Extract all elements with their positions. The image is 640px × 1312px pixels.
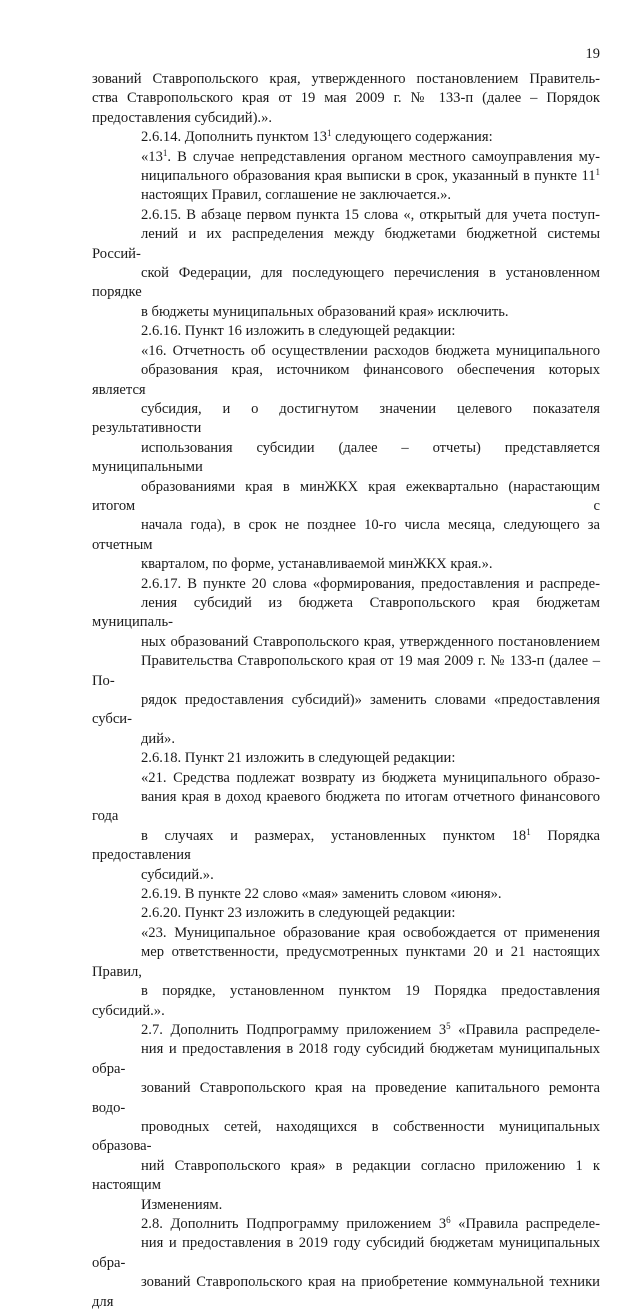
text-line: 2.6.19. В пункте 22 слово «мая» заменить словом «июня». (141, 886, 502, 903)
text-line: проводных сетей, находящихся в собственности муниципальных образова- (92, 1118, 600, 1155)
paragraph-p11 (92, 924, 600, 1021)
text-line: 2.6.20. Пункт 23 изложить в следующей редакции: (141, 905, 456, 922)
text-line: ства Ставропольского края от 19 мая 2009 г. № 133-п (далее – Порядок (92, 90, 600, 107)
text-line: предоставления субсидий).». (92, 109, 273, 126)
paragraph-p5 (92, 342, 600, 575)
text-line: Правительства Ставропольского края от 19 мая 2009 г. № 133-п (далее – По- (92, 653, 600, 689)
text-line: в случаях и размерах, установленных пунктом $18^1$ Порядка предоставления (92, 826, 600, 864)
text-line: ний Ставропольского края» в редакции согласно приложению 1 к настоящим (92, 1157, 600, 1194)
text-line: ния и предоставления в 2018 году субсидий бюджетам муниципальных обра- (92, 1041, 600, 1077)
text-line: 2.6.15. В абзаце первом пункта 15 слова «, открытый для учета поступ- (141, 206, 600, 223)
paragraph-p10 (92, 904, 600, 923)
text-line: вания края в доход краевого бюджета по итогам отчетного финансового года (92, 789, 600, 825)
paragraph-p3 (92, 206, 600, 322)
text-line: «23. Муниципальное образование края освобождается от применения (141, 924, 600, 941)
text-line: дий». (141, 730, 175, 747)
text-line: субсидия, и о достигнутом значении целевого показателя результативности (92, 400, 600, 437)
text-line: зований Ставропольского края на приобретение коммунальной техники для (92, 1274, 600, 1310)
text-line: ниципального образования края выписки в срок, указанный в пункте $11^1$ (141, 167, 600, 185)
text-line: ления субсидий из бюджета Ставропольского края бюджетам муниципаль- (92, 594, 600, 631)
text-line: «21. Средства подлежат возврату из бюджета муниципального образо- (141, 769, 600, 786)
text-line: в бюджеты муниципальных образований края» исключить. (141, 303, 509, 320)
text-line: 2.6.14. Дополнить пунктом $13^1$ следующего содержания: (141, 128, 493, 146)
text-line: образования края, источником финансового обеспечения которых является (92, 362, 600, 398)
text-line: кварталом, по форме, устанавливаемой минЖКХ края.». (141, 556, 493, 573)
paragraph-p13 (92, 1215, 600, 1312)
text-line: рядок предоставления субсидий)» заменить словами «предоставления субси- (92, 692, 600, 728)
text-line: мер ответственности, предусмотренных пунктами 20 и 21 настоящих Правил, (92, 944, 600, 980)
paragraph-p2 (92, 148, 600, 206)
text-line: Изменениям. (141, 1196, 223, 1213)
paragraph-p0 (92, 70, 600, 128)
paragraph-p7 (92, 749, 600, 768)
text-line: ской Федерации, для последующего перечисления в установленном порядке (92, 265, 600, 301)
text-line: 2.8. Дополнить Подпрограмму приложением $3^6$ «Правила распределе- (141, 1214, 600, 1232)
text-line: 2.6.18. Пункт 21 изложить в следующей редакции: (141, 750, 456, 767)
text-line: лений и их распределения между бюджетами бюджетной системы Россий- (92, 226, 600, 262)
paragraph-p12 (92, 1021, 600, 1215)
text-line: субсидий.». (141, 866, 214, 883)
document-body (92, 70, 600, 1312)
paragraph-p4 (92, 322, 600, 341)
text-line: 2.6.17. В пункте 20 слова «формирования, предоставления и распреде- (141, 575, 600, 592)
text-line: «$13^1$. В случае непредставления органом местного самоуправления му- (141, 147, 600, 165)
text-line: ных образований Ставропольского края, утвержденного постановлением (141, 633, 600, 650)
text-line: 2.7. Дополнить Подпрограмму приложением $3^5$ «Правила распределе- (141, 1020, 600, 1038)
text-line: образованиями края в минЖКХ края ежеквартально (нарастающим итогом с (92, 478, 600, 514)
text-line: начала года), в срок не позднее 10-го числа месяца, следующего за отчетным (92, 517, 600, 553)
text-line: зований Ставропольского края, утвержденного постановлением Правитель- (92, 71, 600, 87)
text-line: в порядке, установленном пунктом 19 Порядка предоставления субсидий.». (92, 983, 600, 1019)
paragraph-p6 (92, 575, 600, 750)
text-line: ния и предоставления в 2019 году субсидий бюджетам муниципальных обра- (92, 1235, 600, 1271)
paragraph-p9 (92, 885, 600, 904)
paragraph-p1 (92, 128, 600, 147)
text-line: зований Ставропольского края на проведение капитального ремонта водо- (92, 1080, 600, 1116)
text-line: 2.6.16. Пункт 16 изложить в следующей редакции: (141, 323, 456, 340)
page-number: 19 (585, 46, 600, 62)
paragraph-p8 (92, 769, 600, 885)
text-line: использования субсидии (далее – отчеты) представляется муниципальными (92, 439, 600, 476)
text-line: настоящих Правил, соглашение не заключается.». (141, 187, 452, 204)
text-line: «16. Отчетность об осуществлении расходов бюджета муниципального (141, 342, 600, 359)
